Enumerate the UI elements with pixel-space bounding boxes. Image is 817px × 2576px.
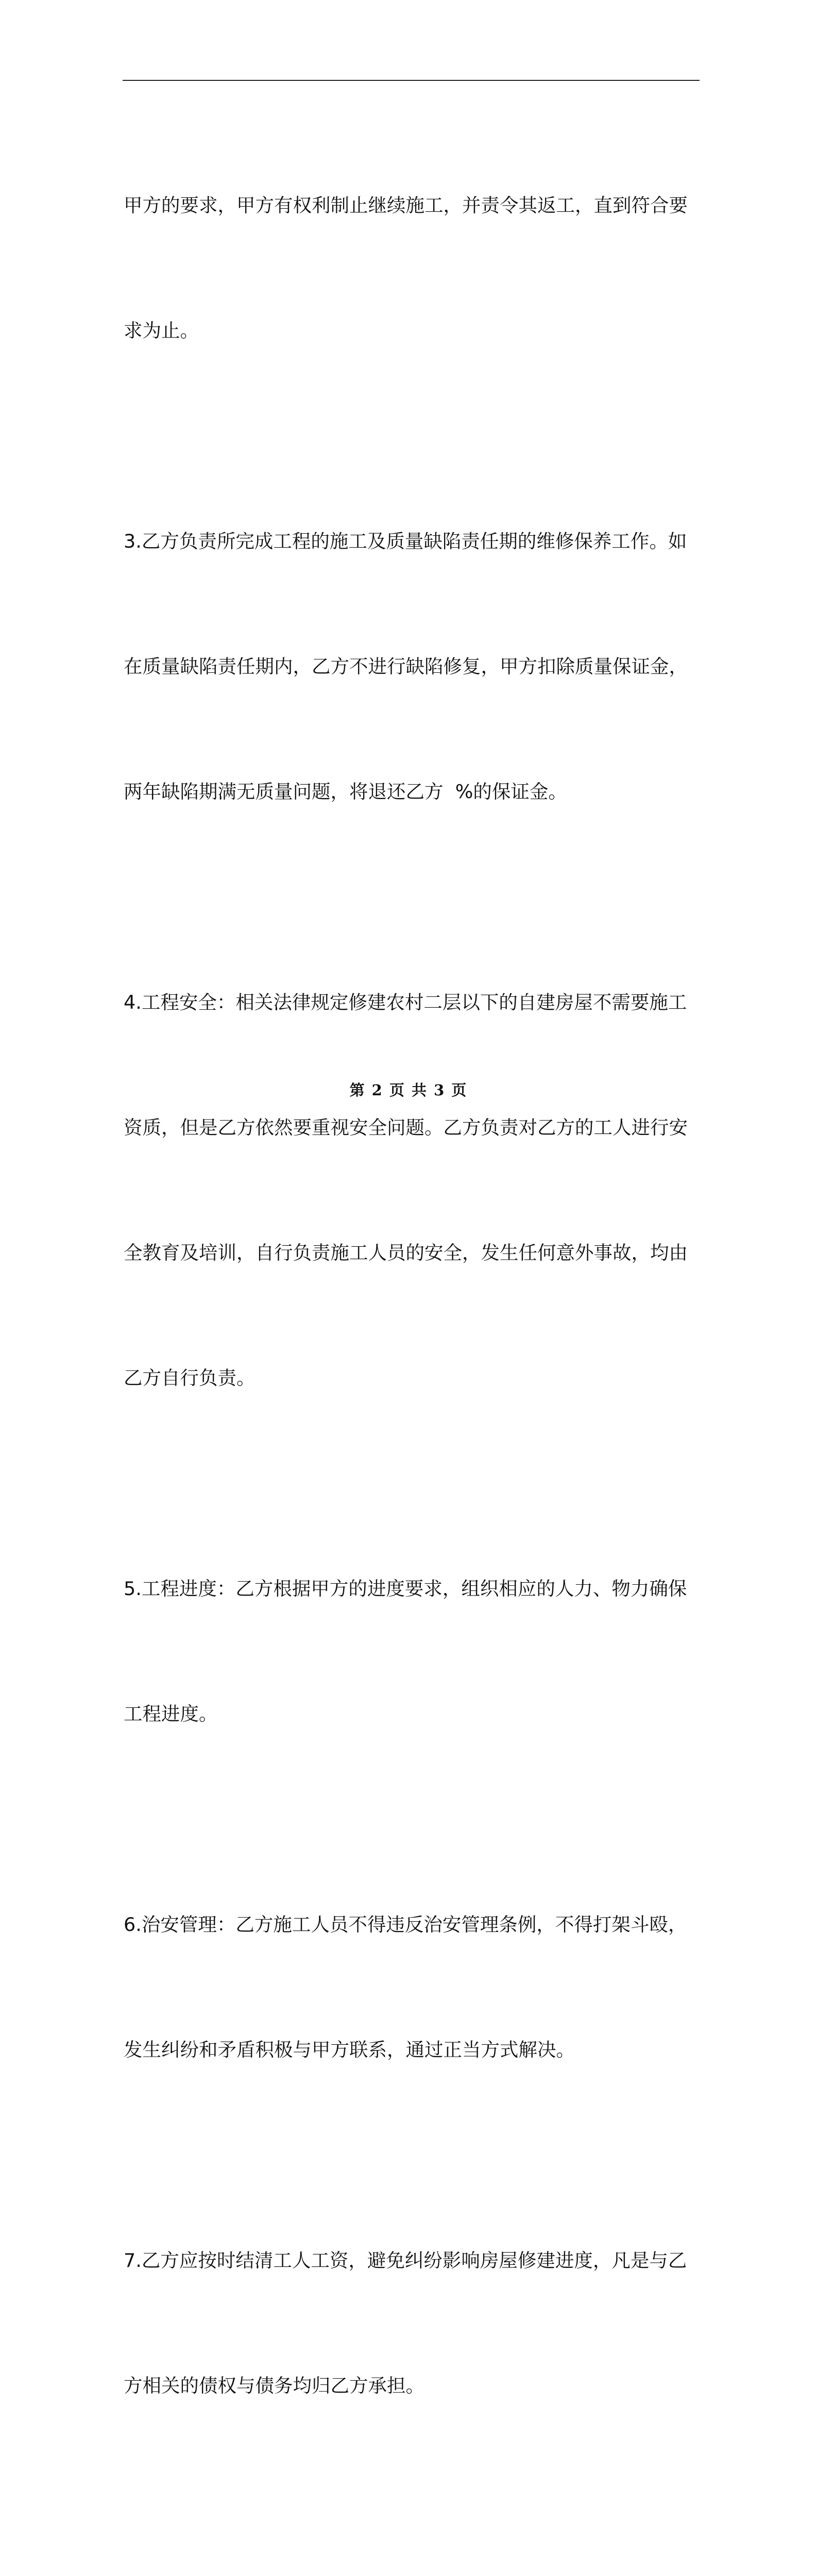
text-line: 甲方的要求，甲方有权利制止继续施工，并责令其返工，直到符合要 <box>124 194 688 216</box>
text-line: 6.治安管理：乙方施工人员不得违反治安管理条例，不得打架斗殴， <box>124 1913 687 1936</box>
text-line: 两年缺陷期满无质量问题，将退还乙方 %的保证金。 <box>124 781 567 803</box>
document-body <box>124 101 701 2576</box>
text-line: 4.工程安全：相关法律规定修建农村二层以下的自建房屋不需要施工 <box>124 991 687 1013</box>
text-line: 发生纠纷和矛盾积极与甲方联系，通过正当方式解决。 <box>124 2039 575 2061</box>
section-heading-other <box>124 2492 701 2576</box>
text-line: 在质量缺陷责任期内，乙方不进行缺陷修复，甲方扣除质量保证金， <box>124 655 688 677</box>
paragraph-warranty <box>124 437 701 896</box>
paragraph-wages <box>124 2156 701 2490</box>
paragraph-safety <box>124 898 701 1482</box>
text-line: 求为止。 <box>124 319 199 342</box>
text-line: 乙方自行负责。 <box>124 1367 256 1389</box>
text-line: 7.乙方应按时结清工人工资，避免纠纷影响房屋修建进度，凡是与乙 <box>124 2249 687 2272</box>
page-number-footer: 第 2 页 共 3 页 <box>349 1081 468 1099</box>
header-rule <box>123 80 700 81</box>
text-line: 5.工程进度：乙方根据甲方的进度要求，组织相应的人力、物力确保 <box>124 1578 687 1600</box>
text-line: 方相关的债权与债务均归乙方承担。 <box>124 2375 424 2397</box>
text-line: 3.乙方负责所完成工程的施工及质量缺陷责任期的维修保养工作。如 <box>124 530 687 552</box>
text-line: 工程进度。 <box>124 1703 218 1725</box>
paragraph-quality-requirement <box>124 101 701 435</box>
text-line: 全教育及培训，自行负责施工人员的安全，发生任何意外事故，均由 <box>124 1242 688 1264</box>
paragraph-progress <box>124 1484 701 1818</box>
paragraph-public-order <box>124 1820 701 2154</box>
text-line: 资质，但是乙方依然要重视安全问题。乙方负责对乙方的工人进行安 <box>124 1116 688 1139</box>
